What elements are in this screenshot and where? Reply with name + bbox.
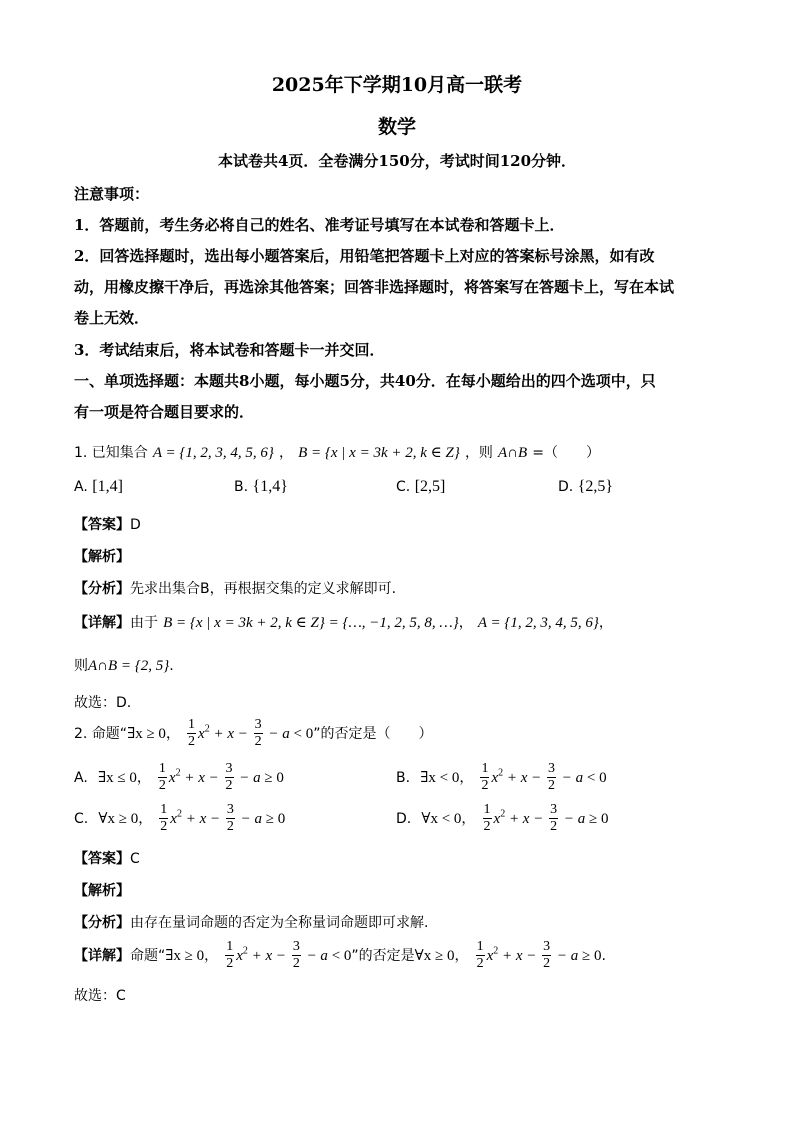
q1-fenxi-tag: 【分析】 (74, 581, 130, 597)
q1-answer-value: D (130, 517, 141, 533)
q2-option-b-poly: $\frac{1}{2}$ $x^2 + x$ − $\frac{3}{2}$ − a (481, 761, 587, 793)
q2-answer-value: C (130, 851, 140, 867)
q2-detail-forall: ∀x ≥ 0 (414, 948, 455, 964)
q2-polynomial: $\frac{1}{2}$ $x^2 + x$ − $\frac{3}{2}$ − a < 0 (188, 717, 314, 749)
q2-option-d-rel: ≥ 0 (588, 811, 609, 827)
q2-detail-end: . (601, 948, 606, 964)
q1-set-b: B = {x | x = 3k + 2, k ∈ Z} (298, 445, 460, 461)
note-3: 3．考试结束后，将本试卷和答题卡一并交回． (74, 341, 385, 359)
q2-option-d-poly: $\frac{1}{2}$ $x^2 + x$ − $\frac{3}{2}$ − a (483, 802, 589, 834)
q2-option-c: C. ∀x ≥ 0， $\frac{1}{2}$ $x^2 + x$ − $\frac{3}{2}$ − a ≥ 0 (74, 802, 286, 834)
q2-orig-rel: < 0 (293, 726, 314, 742)
q2-option-b-label: B. (396, 770, 411, 786)
exam-info: 本试卷共4页．全卷满分150分，考试时间120分钟． (217, 152, 577, 170)
q2-detail-mid: ”的否定是 (351, 948, 415, 964)
q2-option-c-poly: $\frac{1}{2}$ $x^2 + x$ − $\frac{3}{2}$ − a (160, 802, 266, 834)
question-2-stem (74, 718, 432, 749)
notes-heading: 注意事项： (74, 185, 150, 203)
section-1-line-2: 有一项是符合题目要求的． (74, 403, 255, 421)
q1-option-a-label: A. (74, 479, 88, 495)
q2-option-c-rel: ≥ 0 (265, 811, 286, 827)
q1-option-a (74, 478, 123, 496)
q1-detail-set-b: B = {x | x = 3k + 2, k ∈ Z} = {…, −1, 2, 5, 8, …} (163, 615, 459, 631)
q2-detail-orig-rel: < 0 (331, 948, 352, 964)
q2-answer (74, 848, 140, 868)
q2-option-b: B. ∃x < 0， $\frac{1}{2}$ $x^2 + x$ − $\frac{3}{2}$ − a < 0 (396, 761, 607, 793)
q2-detail-pre: 命题“ (130, 948, 166, 964)
q1-result-expr: A∩B = {2, 5} (88, 658, 170, 674)
q2-detail-poly-2: $\frac{1}{2}$ $x^2 + x$ − $\frac{3}{2}$ − a (476, 939, 583, 971)
q1-option-b-label: B. (234, 479, 249, 495)
q1-result-end: . (169, 658, 174, 674)
q2-option-d-label: D. (396, 811, 412, 827)
question-1-stem (74, 442, 600, 462)
q1-detail-end: ， (598, 615, 613, 631)
q2-choose: 故选：C (74, 988, 126, 1004)
q1-paren: =（ ） (532, 445, 601, 461)
q1-analysis-tag: 【解析】 (74, 549, 130, 565)
q2-fenxi-tag: 【分析】 (74, 915, 130, 931)
q1-option-d-label: D. (558, 479, 574, 495)
section-1-line-1: 一、单项选择题：本题共8小题，每小题5分，共40分．在每小题给出的四个选项中，只 (74, 372, 656, 390)
q1-prefix: 1. 已知集合 (74, 445, 148, 461)
q1-detail-mid: ， (458, 615, 473, 631)
q1-result-pre: 则 (74, 658, 88, 674)
q1-expr: A∩B (498, 445, 528, 461)
q2-option-a-label: A. (74, 770, 88, 786)
q1-option-c-label: C. (396, 479, 411, 495)
q1-answer (74, 514, 141, 534)
q1-detail (74, 612, 613, 632)
note-1: 1．答题前，考生务必将自己的姓名、准考证号填写在本试卷和答题卡上． (74, 216, 565, 234)
exam-title: 2025年下学期10月高一联考 (271, 74, 523, 96)
q1-comma: ， (279, 445, 294, 461)
q2-stem-end: ”的否定是（ ） (313, 726, 433, 742)
q2-option-c-label: C. (74, 811, 89, 827)
q2-exists: ∃x ≥ 0 (127, 726, 166, 742)
q1-detail-tag: 【详解】 (74, 615, 130, 631)
q2-detail-exists: ∃x ≥ 0 (165, 948, 205, 964)
q1-fenxi (74, 578, 396, 598)
q2-option-a-quant: ∃x ≤ 0 (97, 770, 137, 786)
q1-then: ，则 (464, 445, 493, 461)
q1-option-b-value: {1,4} (252, 478, 288, 495)
q1-option-b (234, 478, 288, 496)
q2-prefix: 2. 命题“ (74, 726, 128, 742)
q2-detail-tag: 【详解】 (74, 948, 130, 964)
q2-detail: 【详解】命题“∃x ≥ 0， $\frac{1}{2}$ $x^2 + x$ − $\frac{3}{2}$ − a < 0”的否定是∀x ≥ 0， $\frac{1}{2}$ $x^2 + x$ − $\frac{3}{2}$ − a ≥ 0. (74, 939, 606, 971)
q2-option-b-quant: ∃x < 0 (420, 770, 460, 786)
q1-detail-pre: 由于 (130, 615, 158, 631)
q2-detail-poly-1: $\frac{1}{2}$ $x^2 + x$ − $\frac{3}{2}$ − a < 0 (226, 939, 352, 971)
q1-result-line (74, 655, 174, 675)
q1-option-a-value: [1,4] (92, 478, 123, 495)
q1-set-a: A = {1, 2, 3, 4, 5, 6} (152, 445, 274, 461)
q2-option-a-poly: $\frac{1}{2}$ $x^2 + x$ − $\frac{3}{2}$ − a (158, 761, 265, 793)
q2-option-c-quant: ∀x ≥ 0 (98, 811, 139, 827)
q2-option-b-rel: < 0 (586, 770, 607, 786)
q2-detail-rel: ≥ 0 (582, 948, 602, 964)
note-2-line-3: 卷上无效． (74, 309, 150, 327)
q2-answer-tag: 【答案】 (74, 851, 130, 867)
q2-option-d-quant: ∀x < 0 (421, 811, 462, 827)
note-2-line-1: 2．回答选择题时，选出每小题答案后，用铅笔把答题卡上对应的答案标号涂黑，如有改 (74, 247, 655, 265)
q2-comma: ， (165, 726, 180, 742)
q1-fenxi-text: 先求出集合B，再根据交集的定义求解即可. (130, 581, 397, 597)
q1-option-c (396, 478, 445, 496)
q1-detail-set-a: A = {1, 2, 3, 4, 5, 6} (477, 615, 599, 631)
q2-option-d: D. ∀x < 0， $\frac{1}{2}$ $x^2 + x$ − $\frac{3}{2}$ − a ≥ 0 (396, 802, 609, 834)
q1-option-d-value: {2,5} (577, 478, 614, 495)
q1-answer-tag: 【答案】 (74, 517, 130, 533)
q1-option-c-value: [2,5] (414, 478, 446, 495)
q1-choose: 故选：D. (74, 695, 132, 711)
q2-fenxi-text: 由存在量词命题的否定为全称量词命题即可求解. (130, 915, 429, 931)
q2-analysis-tag: 【解析】 (74, 883, 130, 899)
note-2-line-2: 动，用橡皮擦干净后，再选涂其他答案；回答非选择题时，将答案写在答题卡上，写在本试 (74, 278, 675, 296)
q1-option-d (558, 478, 613, 496)
q2-option-a: A. ∃x ≤ 0， $\frac{1}{2}$ $x^2 + x$ − $\frac{3}{2}$ − a ≥ 0 (74, 761, 284, 793)
q2-option-a-rel: ≥ 0 (264, 770, 284, 786)
q2-fenxi (74, 912, 428, 932)
subject-title: 数学 (377, 116, 416, 138)
